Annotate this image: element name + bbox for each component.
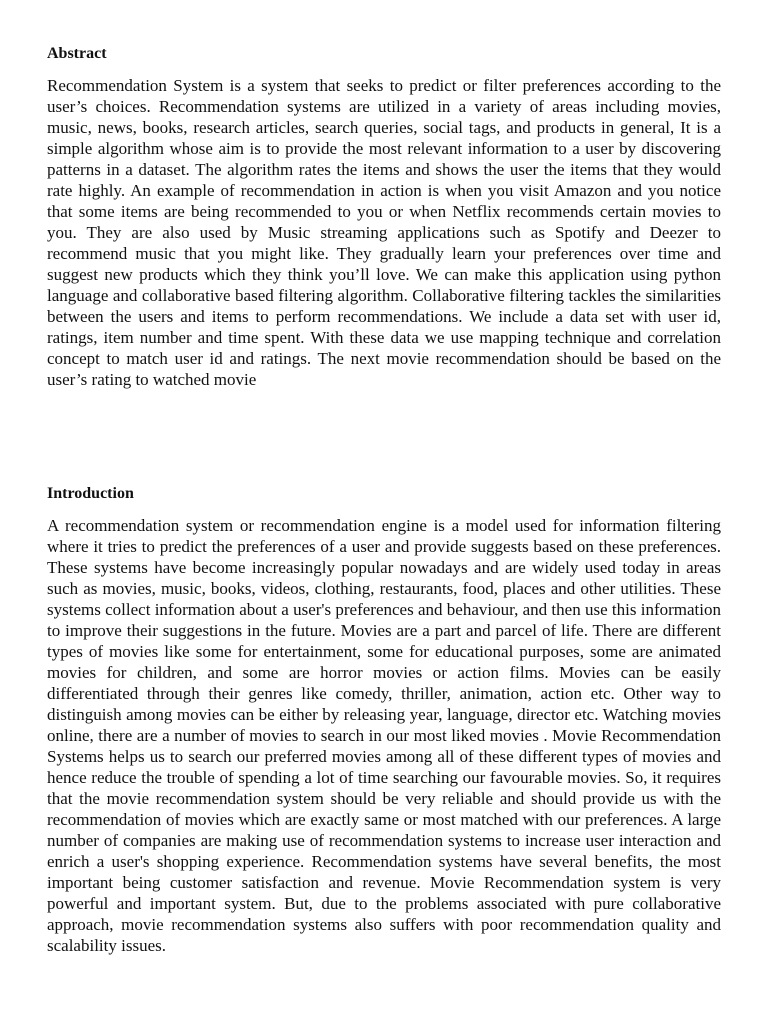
abstract-heading: Abstract <box>47 45 107 62</box>
abstract-paragraph: Recommendation System is a system that seeks to predict or filter preferences according to the user’s choices. Recommendation systems are utilized in a variety of areas including movies, music, news, books, research articles, search queries, social tags, and products in general, It is a simple algorithm whose aim is to provide the most relevant information to a user by discovering patterns in a dataset. The algorithm rates the items and shows the user the items that they would rate highly. An example of recommendation in action is when you visit Amazon and you notice that some items are being recommended to you or when Netflix recommends certain movies to you. They are also used by Music streaming applications such as Spotify and Deezer to recommend music that you might like. They gradually learn your preferences over time and suggest new products which they think you’ll love. We can make this application using python language and collaborative based filtering algorithm. Collaborative filtering tackles the similarities between the users and items to perform recommendations. We include a data set with user id, ratings, item number and time spent. With these data we use mapping technique and correlation concept to match user id and ratings. The next movie recommendation should be based on the user’s rating to watched movie <box>47 76 721 389</box>
introduction-heading: Introduction <box>47 485 134 502</box>
document-page <box>47 0 721 1024</box>
introduction-paragraph: A recommendation system or recommendation engine is a model used for information filtering where it tries to predict the preferences of a user and provide suggests based on these preferences. These systems have become increasingly popular nowadays and are widely used today in areas such as movies, music, books, videos, clothing, restaurants, food, places and other utilities. These systems collect information about a user's preferences and behaviour, and then use this information to improve their suggestions in the future. Movies are a part and parcel of life. There are different types of movies like some for entertainment, some for educational purposes, some are animated movies for children, and some are horror movies or action films. Movies can be easily differentiated through their genres like comedy, thriller, animation, action etc. Other way to distinguish among movies can be either by releasing year, language, director etc. Watching movies online, there are a number of movies to search in our most liked movies . Movie Recommendation Systems helps us to search our preferred movies among all of these different types of movies and hence reduce the trouble of spending a lot of time searching our favourable movies. So, it requires that the movie recommendation system should be very reliable and should provide us with the recommendation of movies which are exactly same or most matched with our preferences. A large number of companies are making use of recommendation systems to increase user interaction and enrich a user's shopping experience. Recommendation systems have several benefits, the most important being customer satisfaction and revenue. Movie Recommendation system is very powerful and important system. But, due to the problems associated with pure collaborative approach, movie recommendation systems also suffers with poor recommendation quality and scalability issues. <box>47 516 721 955</box>
